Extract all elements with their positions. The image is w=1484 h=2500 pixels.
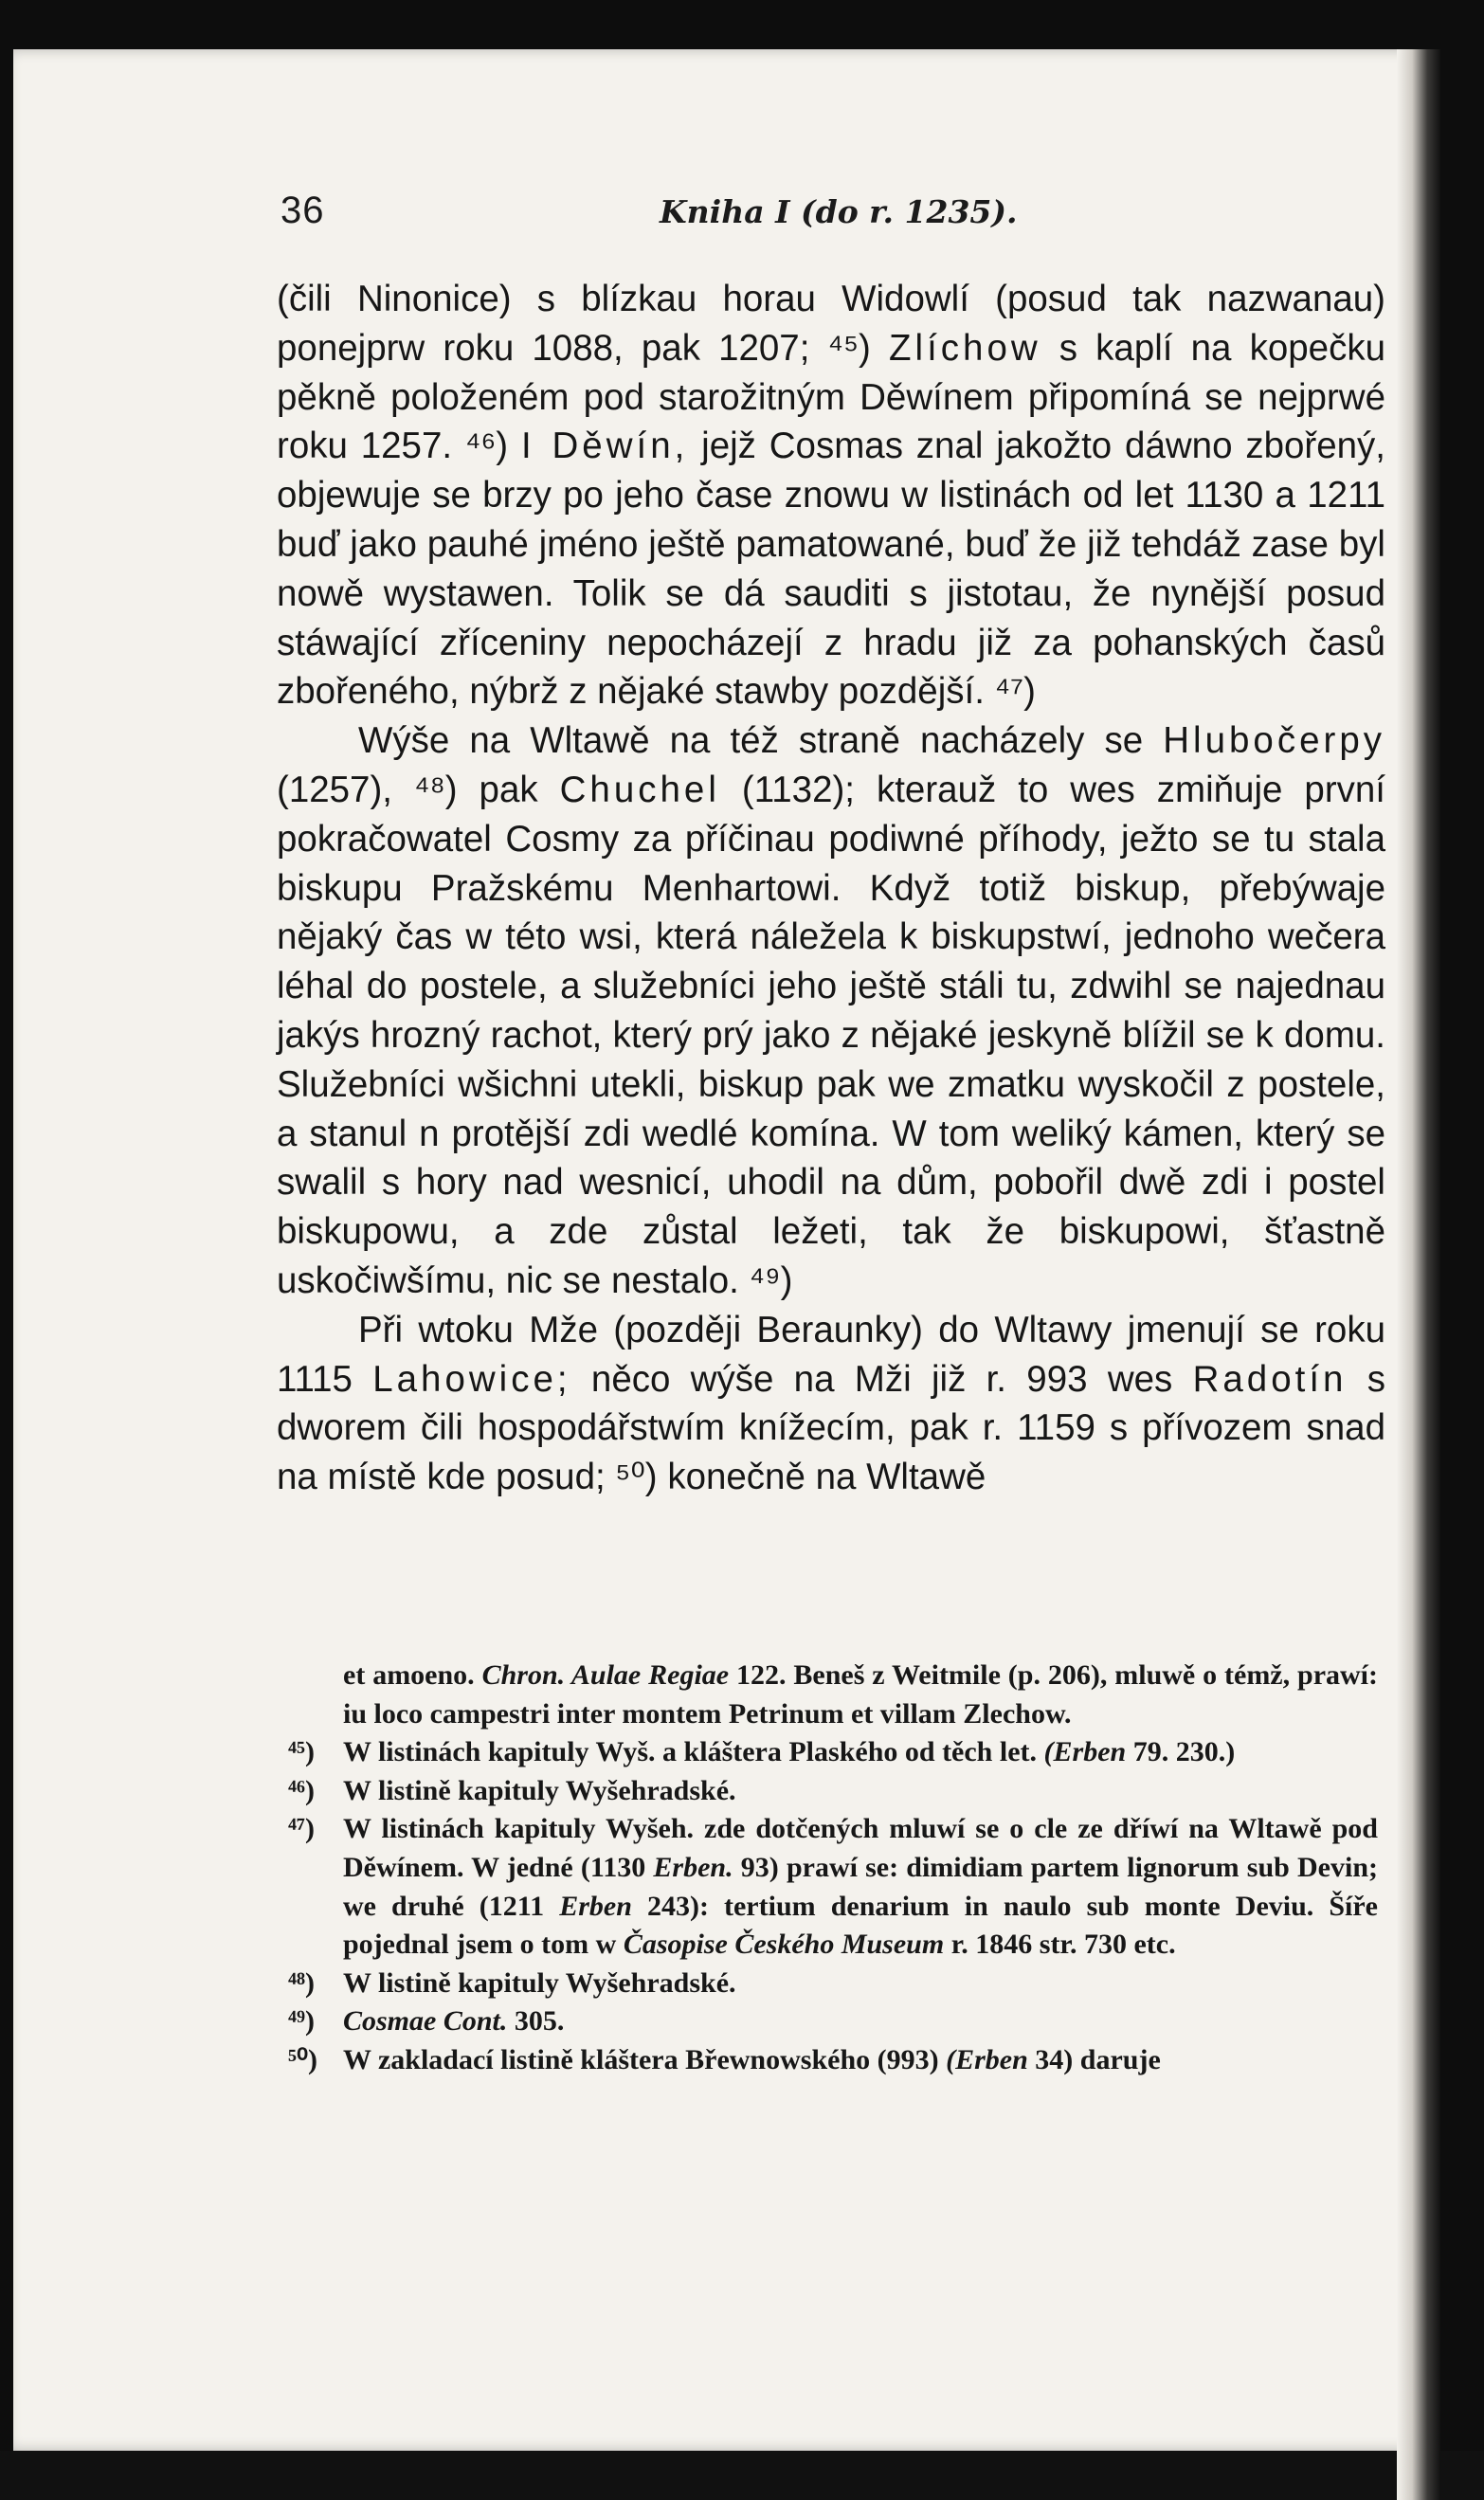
text-run: (1257), ⁴⁸) pak [277,769,560,810]
footnote [288,1733,1378,1772]
spaced-name: Hlubočerpy [1163,720,1385,762]
spaced-name: Chuchel [559,769,720,810]
footnote [288,2002,1378,2041]
text-run: Wýše na Wltawě na též straně nacházely se [358,720,1164,762]
italic-citation: (Erben [946,2043,1028,2075]
italic-citation: Erben [559,1890,632,1922]
text-run: W listinách kapituly Wyšeh. zde dotčených mluwí se o cle ze dříwí na Wltawě pod Děwínem. W jedné (1130 [343,1813,1378,1883]
paragraph [277,275,1385,716]
text-run: 93) prawí se: dimidiam partem lignorum sub Devin; we druhé (1211 [343,1851,1379,1922]
running-title: Kniha I (do r. 1235). [660,193,1018,230]
paragraph [277,716,1385,1306]
text-run: s kaplí na kopečku pěkně položeném pod starožitným Děwínem připomíná se nejprwé roku 1257. ⁴⁶) [277,327,1385,467]
footnote-mark: ⁴⁷) [288,1813,315,1845]
text-run: 122. Beneš z Weitmile (p. 206), mluwě o témž, prawí: iu loco campestri inter montem Petrinum et villam Zlechow. [343,1659,1379,1730]
text-run: (1132); kterauž to wes zmiňuje první pokračowatel Cosmy za příčinau podiwné příhody, ježto se tu stala biskupu Pražskému Menhartowi. Když totiž biskup, přebýwaje nějaký čas w této wsi, která náležela k biskupstwí, jednoho wečera léhal do postele, a služebníci jeho ještě stáli tu, zdwihl se najednau jakýs hrozný rachot, který prý jako z nějaké jeskyně blížil se k domu. Služebníci wšichni utekli, biskup pak we zmatku wyskočil z postele, a stanul n protější zdi wedlé komína. W tom weliký kámen, který se swalil s hory nad wesnicí, uhodil na dům, pobořil dwě zdi i postel biskupowu, a zde zůstal ležeti, tak že biskupowi, šťastně uskočiwšímu, nic se nestalo. ⁴⁹) [277,769,1385,1301]
footnote-mark: ⁴⁹) [288,2005,315,2038]
text-run: s dworem čili hospodářstwím knížecím, pak r. 1159 s přívozem snad na místě kde posud; ⁵⁰) konečně na Wltawě [277,1358,1385,1498]
page-gutter-shadow [1397,49,1440,2500]
footnotes [288,1657,1378,2080]
italic-citation: Erben. [653,1851,733,1883]
text-run: Při wtoku Mže (později Beraunky) do Wltawy jmenují se roku 1115 [277,1309,1385,1400]
italic-citation: Časopise Českého Museum [623,1929,945,1961]
main-text [277,275,1385,1502]
text-run: r. 1846 str. 730 etc. [944,1929,1176,1961]
footnote-mark: ⁴⁸) [288,1966,315,1999]
footnote-mark: ⁴⁶) [288,1774,315,1806]
paragraph [277,1306,1385,1502]
footnote [288,1965,1378,2003]
italic-citation: Chron. Aulae Regiae [481,1659,730,1691]
text-run: 79. 230.) [1126,1736,1236,1768]
text-run: jejž Cosmas znal jakožto dáwno zbořený, objewuje se brzy po jeho čase znowu w listinách od let 1130 a 1211 buď jako pauhé jméno ještě pamatowané, buď že již tehdáž zase byl nowě wystawen. Tolik se dá sauditi s jistotau, že nynější posud stáwající zříceniny nepocházejí z hradu již za pohanských časů zbořeného, nýbrž z nějaké stawby pozdější. ⁴⁷) [277,426,1386,713]
text-run: W zakladací listině kláštera Břewnowského (993) [343,2043,947,2075]
footnote [288,1810,1378,1964]
footnote-mark: ⁴⁵) [288,1736,315,1768]
spaced-name: I Děwín, [520,426,689,467]
spaced-name: Radotín [1192,1358,1348,1400]
text-run: W listině kapituly Wyšehradské. [343,1774,736,1806]
footnote-mark: ⁵⁰) [288,2043,318,2075]
text-run: W listinách kapituly Wyš. a kláštera Plaského od těch let. [343,1736,1044,1768]
spaced-name: Lahowice; [372,1358,571,1400]
text-run: (čili Ninonice) s blízkau horau Widowlí (posud tak nazwanau) ponejprw roku 1088, pak 1207; ⁴⁵) [277,279,1385,369]
text-run: 34) daruje [1027,2043,1161,2075]
text-run: W listině kapituly Wyšehradské. [343,1966,736,1999]
page-header [281,190,1361,246]
footnote [288,1772,1378,1811]
italic-citation: Cosmae Cont. [343,2005,508,2038]
text-run: 305. [507,2005,565,2038]
footnote [288,1657,1378,1733]
text-run: něco wýše na Mži již r. 993 wes [570,1358,1193,1400]
footnote [288,2041,1378,2080]
spaced-name: Zlíchow [889,327,1041,369]
page-number: 36 [281,190,325,231]
text-run: 243): tertium denarium in naulo sub monte Deviu. Šíře pojednal jsem o tom w [343,1890,1378,1961]
text-run: et amoeno. [343,1659,482,1691]
italic-citation: (Erben [1043,1736,1127,1768]
